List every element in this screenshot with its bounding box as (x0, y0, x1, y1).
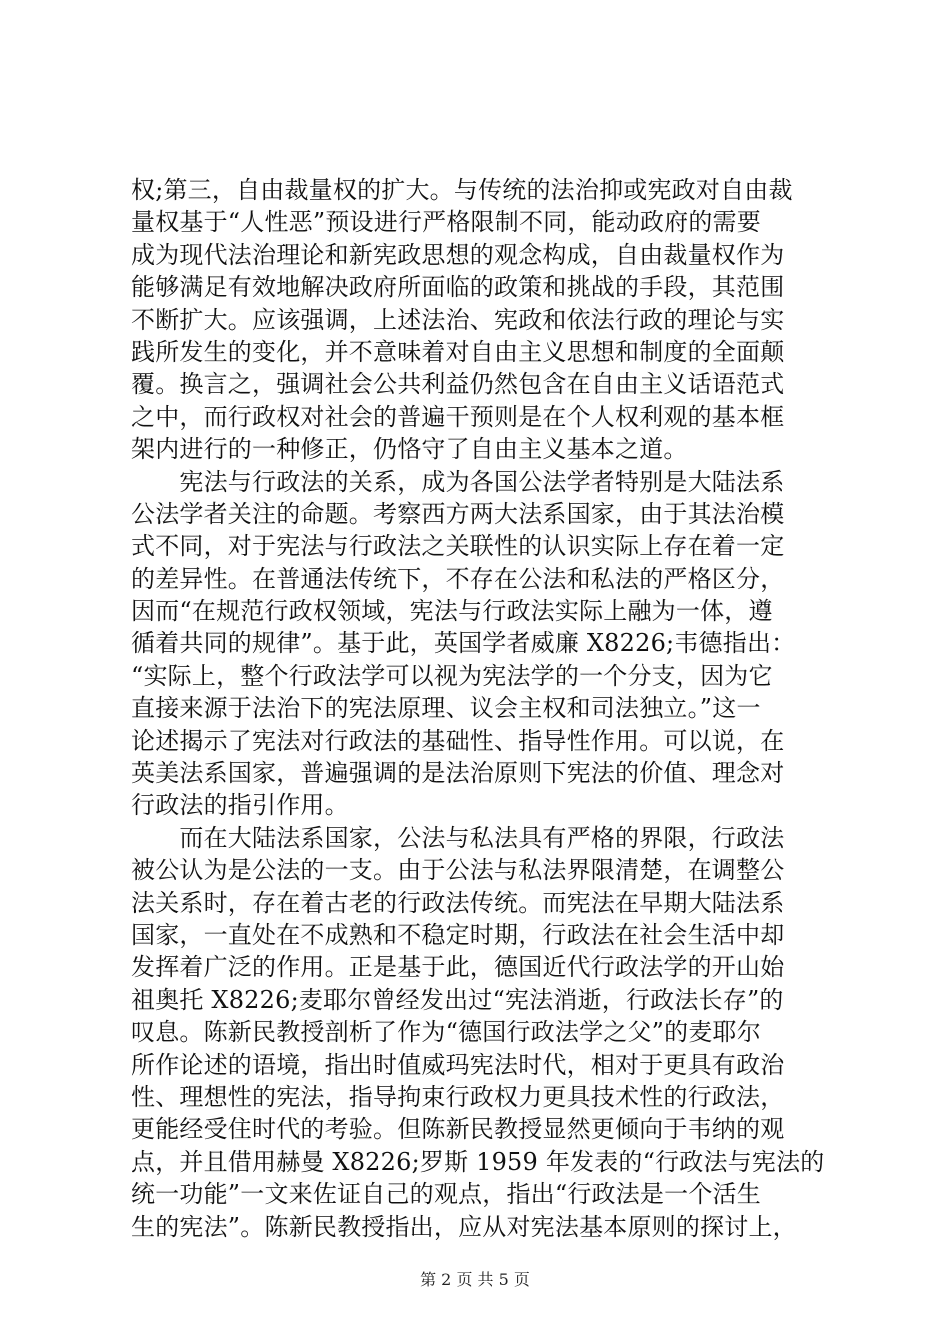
text-line: 法关系时，存在着古老的行政法传统。而宪法在早期大陆法系 (131, 888, 785, 917)
text-line: 之中，而行政权对社会的普遍干预则是在个人权利观的基本框 (131, 402, 785, 431)
text-line: 国家，一直处在不成熟和不稳定时期，行政法在社会生活中却 (131, 920, 785, 949)
text-line: 性、理想性的宪法，指导拘束行政权力更具技术性的行政法， (131, 1082, 785, 1111)
text-line: “实际上，整个行政法学可以视为宪法学的一个分支，因为它 (131, 661, 773, 690)
text-line: 英美法系国家，普遍强调的是法治原则下宪法的价值、理念对 (131, 759, 785, 788)
text-line: 量权基于“人性恶”预设进行严格限制不同，能动政府的需要 (131, 208, 761, 237)
text-line: 因而“在规范行政权领域，宪法与行政法实际上融为一体，遵 (131, 597, 773, 626)
text-line: 发挥着广泛的作用。正是基于此，德国近代行政法学的开山始 (131, 953, 785, 982)
text-line: 不断扩大。应该强调，上述法治、宪政和依法行政的理论与实 (131, 305, 785, 334)
text-line: 祖奥托 X8226;麦耶尔曾经发出过“宪法消逝，行政法长存”的 (131, 985, 784, 1014)
text-line: 叹息。陈新民教授剖析了作为“德国行政法学之父”的麦耶尔 (131, 1018, 761, 1047)
text-line: 行政法的指引作用。 (131, 791, 349, 820)
text-line: 而在大陆法系国家，公法与私法具有严格的界限，行政法 (131, 823, 785, 852)
text-line: 践所发生的变化，并不意味着对自由主义思想和制度的全面颠 (131, 337, 785, 366)
text-line: 式不同，对于宪法与行政法之关联性的认识实际上存在着一定 (131, 532, 785, 561)
text-line: 更能经受住时代的考验。但陈新民教授显然更倾向于韦纳的观 (131, 1115, 785, 1144)
text-line: 成为现代法治理论和新宪政思想的观念构成，自由裁量权作为 (131, 240, 785, 269)
text-line: 架内进行的一种修正，仍恪守了自由主义基本之道。 (131, 435, 688, 464)
text-line: 直接来源于法治下的宪法原理、议会主权和司法独立。”这一 (131, 694, 761, 723)
text-line: 能够满足有效地解决政府所面临的政策和挑战的手段，其范围 (131, 273, 785, 302)
text-line: 被公认为是公法的一支。由于公法与私法界限清楚，在调整公 (131, 856, 785, 885)
page-footer: 第 2 页 共 5 页 (420, 1270, 530, 1289)
text-line: 的差异性。在普通法传统下，不存在公法和私法的严格区分， (131, 564, 785, 593)
body-text (131, 174, 831, 1243)
text-line: 点，并且借用赫曼 X8226;罗斯 1959 年发表的“行政法与宪法的 (131, 1147, 825, 1176)
text-line: 宪法与行政法的关系，成为各国公法学者特别是大陆法系 (131, 467, 785, 496)
text-line: 循着共同的规律”。基于此，英国学者威廉 X8226;韦德指出： (131, 629, 796, 658)
text-line: 所作论述的语境，指出时值威玛宪法时代，相对于更具有政治 (131, 1050, 785, 1079)
text-line: 权;第三，自由裁量权的扩大。与传统的法治抑或宪政对自由裁 (131, 176, 793, 204)
text-line: 公法学者关注的命题。考察西方两大法系国家，由于其法治模 (131, 499, 785, 528)
text-line: 覆。换言之，强调社会公共利益仍然包含在自由主义话语范式 (131, 370, 785, 399)
text-line: 统一功能”一文来佐证自己的观点，指出“行政法是一个活生 (131, 1180, 761, 1209)
text-line: 生的宪法”。陈新民教授指出，应从对宪法基本原则的探讨上， (131, 1212, 797, 1241)
text-line: 论述揭示了宪法对行政法的基础性、指导性作用。可以说，在 (131, 726, 785, 755)
